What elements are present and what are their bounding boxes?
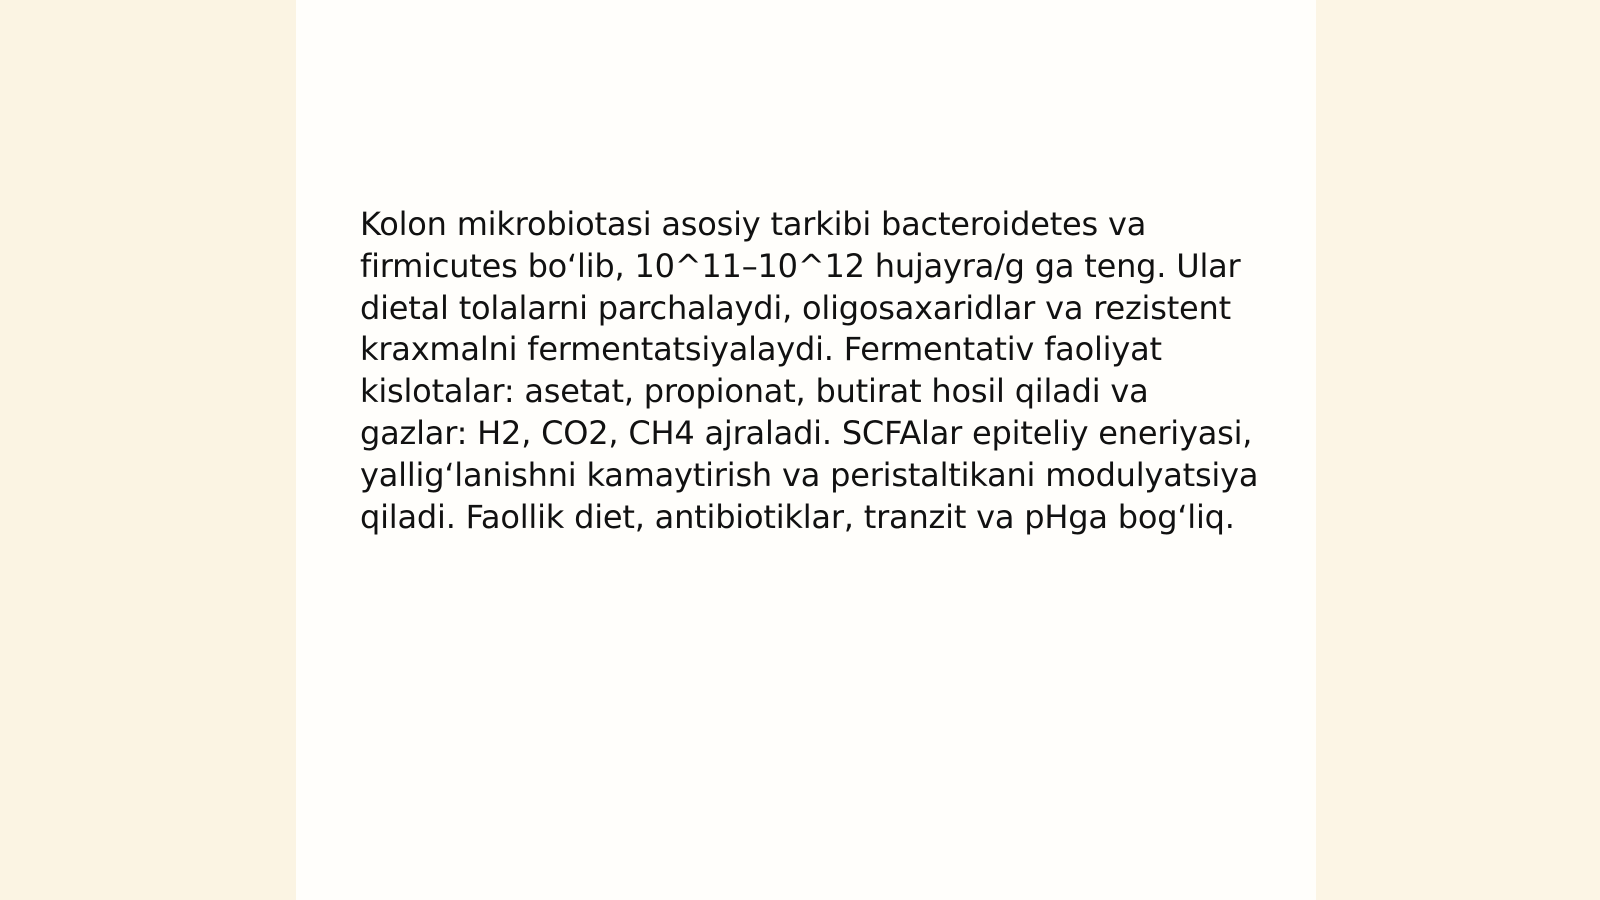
slide-body-text: Kolon mikrobiotasi asosiy tarkibi bacteroidetes va firmicutes bo‘lib, 10^11–10^12 hujayra/g ga teng. Ular dietal tolalarni parchalaydi, oligosaxaridlar va rezistent kraxmalni fermentatsiyalaydi. Fermentativ faoliyat kislotalar: asetat, propionat, butirat hosil qiladi va gazlar: H2, CO2, CH4 ajraladi. SCFAlar epiteliy eneriyasi, yallig‘lanishni kamaytirish va peristaltikani modulyatsiya qiladi. Faollik diet, antibiotiklar, tranzit va pHga bog‘liq. — [360, 205, 1259, 536]
right-margin-panel — [1316, 0, 1600, 900]
slide-canvas — [296, 0, 1316, 900]
left-margin-panel — [0, 0, 296, 900]
